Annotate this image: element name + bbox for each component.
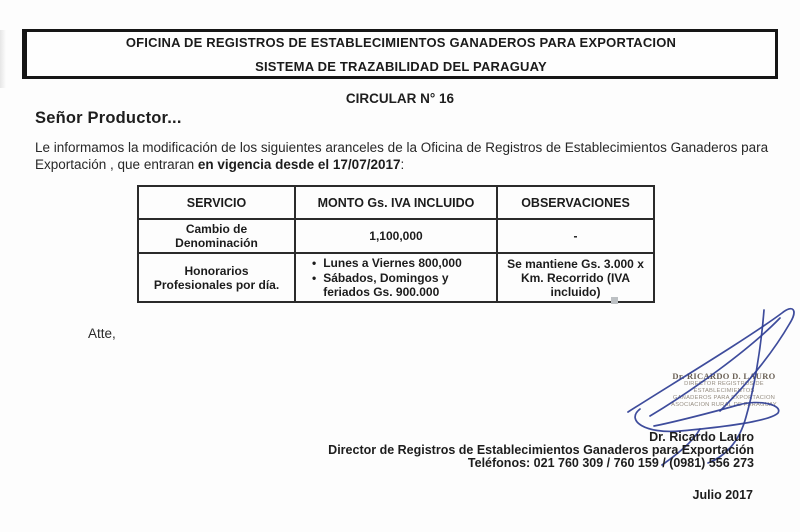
fees-table-header-row	[138, 186, 654, 219]
circular-number-title: CIRCULAR N° 16	[345, 91, 455, 106]
director-phones: Teléfonos: 021 760 309 / 760 159 / (0981) 556 273	[467, 456, 754, 470]
servicio-line: Denominación	[175, 236, 258, 250]
servicio-line: Honorarios	[184, 263, 249, 278]
cell-servicio-honorarios	[138, 253, 295, 302]
closing-salutation: Atte,	[88, 326, 116, 341]
scan-edge-artifact	[0, 30, 6, 88]
bullet-text: Lunes a Viernes 800,000	[323, 256, 462, 270]
servicio-line: Profesionales por día.	[153, 277, 280, 292]
cell-monto-cambio: 1,100,000	[295, 219, 497, 253]
cell-observaciones-cambio: -	[497, 219, 654, 253]
list-item	[312, 256, 492, 270]
letterhead-box	[22, 29, 778, 79]
intro-line-2-regular: Exportación , que entraran	[35, 157, 198, 172]
header-monto: MONTO Gs. IVA INCLUIDO	[295, 186, 497, 219]
servicio-line: Cambio de	[185, 222, 248, 236]
bullet-icon: •	[312, 271, 317, 285]
bullet-icon: •	[312, 256, 317, 270]
list-item	[312, 271, 492, 299]
header-observaciones: OBSERVACIONES	[497, 186, 654, 219]
cell-monto-honorarios	[295, 253, 497, 302]
salutation: Señor Productor...	[35, 109, 182, 127]
cell-servicio-cambio	[138, 219, 295, 253]
table-row	[138, 219, 654, 253]
intro-paragraph	[35, 139, 772, 173]
stamp-name: Dr. RICARDO D. LAURO	[672, 371, 776, 381]
stamp-line: GANADEROS PARA EXPORTACION	[672, 395, 776, 401]
intro-effective-date: en vigencia desde el 17/07/2017	[197, 157, 401, 172]
intro-line-1: Le informamos la modificación de los siguientes aranceles de la Oficina de Registros de Establecimientos Ganaderos para	[35, 140, 769, 155]
letterhead-line-1: OFICINA DE REGISTROS DE ESTABLECIMIENTOS GANADEROS PARA EXPORTACION	[125, 34, 677, 50]
stamp-line: DIRECTOR REGISTROS DE ESTABLECIMIENTOS	[684, 381, 764, 394]
director-name: Dr. Ricardo Lauro	[649, 430, 754, 444]
signature-block	[328, 431, 754, 470]
header-servicio: SERVICIO	[138, 186, 295, 219]
stamp-line: ASOCIACION RURAL DE PARAGUAY	[671, 402, 777, 408]
intro-line-2-suffix: :	[400, 157, 405, 172]
cell-observaciones-honorarios	[497, 253, 654, 302]
document-date: Julio 2017	[692, 488, 753, 502]
observaciones-text: Se mantiene Gs. 3.000 x Km. Recorrido (IVA incluido)	[507, 256, 644, 299]
monto-bullet-list	[300, 256, 492, 299]
letterhead-line-2: SISTEMA DE TRAZABILIDAD DEL PARAGUAY	[255, 58, 547, 74]
table-row	[138, 253, 654, 302]
director-title: Director de Registros de Establecimientos Ganaderos para Exportación	[328, 443, 754, 457]
bullet-text: Sábados, Domingos y feriados Gs. 900.000	[323, 271, 449, 299]
fees-table	[137, 185, 655, 303]
